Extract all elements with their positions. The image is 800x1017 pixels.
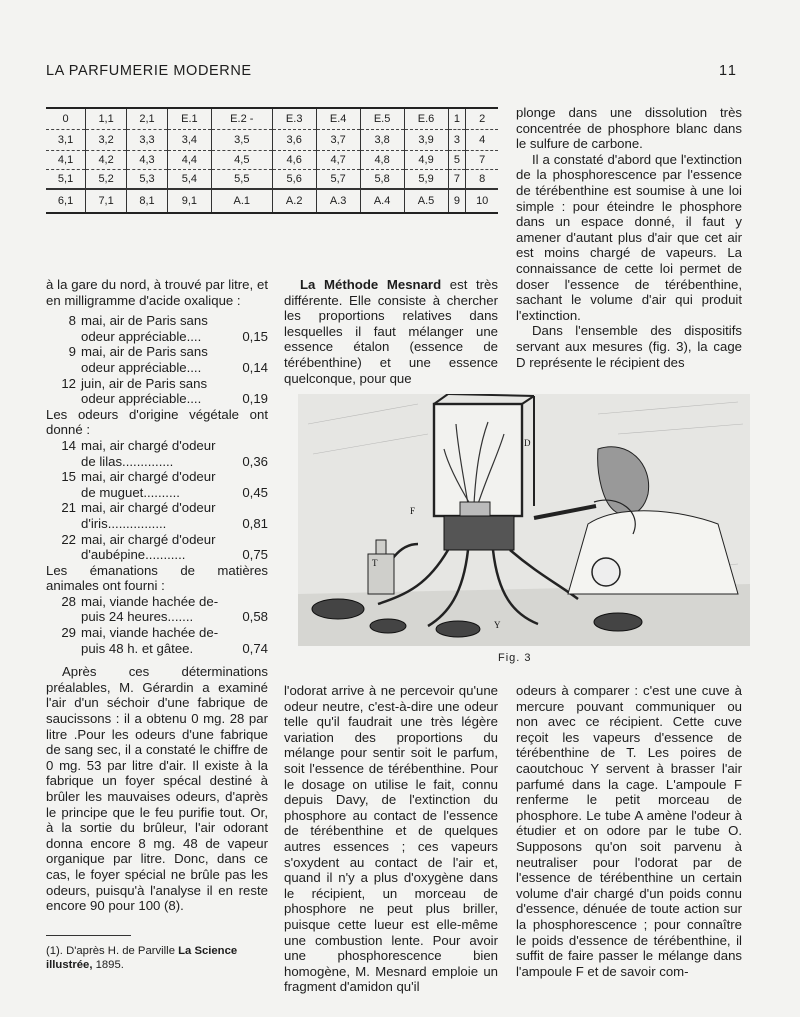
left-paragraph: Après ces déterminations préalables, M. Gérardin a examiné l'air d'un séchoir d'une fabrique de saucissons : il a obtenu 0 mg. 28 par litre .Pour les odeurs d'une fabrique de sang sec, il a constaté le chiffre de 0 mg. 53 par litre d'air. Il existe à la fabrique un foyer spécal destiné à brûler les mauvaises odeurs, d'après le principe que le feu purifie tout. Or, à la sortie du brûleur, l'air odorant donna encore 8 mg. 48 de vapeur organique par litre. Donc, dans ce cas, le foyer spécial ne brûle pas les odeurs, puisqu'à l'analyse il en reste encore 90 pour 100 (8). xyxy=(46,664,268,914)
entry-line: mai, air de Paris sans xyxy=(81,344,208,360)
table-cell: 5 xyxy=(448,151,466,170)
middle-top-text: est très différente. Elle consiste à chercher les proportions relatives dans lesquelles il faut mélanger une essence étalon (essence de térébenthine) et une essence quelconque, pour que xyxy=(284,277,498,386)
footnote-prefix: (1). D'après H. de Parville xyxy=(46,945,179,957)
table-cell: 4,3 xyxy=(127,151,168,170)
measurement-entry xyxy=(46,594,268,625)
table-cell: 9,1 xyxy=(167,189,211,212)
measurement-entry xyxy=(46,344,268,375)
entry-line: mai, viande hachée de- xyxy=(81,593,219,609)
table-cell: 7 xyxy=(466,151,498,170)
table-cell: A.3 xyxy=(316,189,360,212)
vegetal-measurements xyxy=(46,438,268,563)
entry-line: puis 48 h. et gâtee. xyxy=(81,640,194,656)
table-cell: 5,7 xyxy=(316,170,360,190)
table-cell: 3,3 xyxy=(127,130,168,151)
table-cell: 5,6 xyxy=(272,170,316,190)
entry-line: mai, air chargé d'odeur xyxy=(81,437,216,453)
measurement-entry xyxy=(46,469,268,500)
right-column-top xyxy=(516,105,742,370)
table-cell: 7 xyxy=(448,170,466,190)
table-cell: 3,9 xyxy=(404,130,448,151)
right-bottom-text: odeurs à comparer : c'est une cuve à mercure pouvant communiquer ou non avec ce récipient. Cette cuve reçoit les vapeurs d'essence de térébenthine de T. Les poires de caoutchouc Y servent à brasser l'air parfumé dans la cage. L'ampoule F renferme le petit morceau de phosphore. Le tube A amène l'odeur à étudier et on odore par le tube O. Supposons qu'on soit parvenu à neutraliser pour l'odorat par de l'essence de térébenthine un certain volume d'air chargé d'un poids connu d'essence, dénuée de toute action sur la phosphorescence ; pour connaître le poids d'essence de térébenthine, il suffit de faire passer le mélange dans l'ampoule F et de savoir com- xyxy=(516,683,742,979)
table-cell: E.1 xyxy=(167,109,211,130)
footnote-rule xyxy=(46,935,131,936)
table-cell: 3,7 xyxy=(316,130,360,151)
entry-day: 28 xyxy=(61,593,76,609)
entry-day: 15 xyxy=(61,469,76,485)
label-y: Y xyxy=(494,620,501,630)
measurement-entry xyxy=(46,500,268,531)
entry-value: 0,19 xyxy=(242,391,268,407)
table-cell: A.1 xyxy=(211,189,272,212)
data-table xyxy=(46,107,498,214)
entry-value: 0,74 xyxy=(242,640,268,656)
veg-intro: Les odeurs d'origine végétale ont donné : xyxy=(46,406,268,438)
table-cell: A.4 xyxy=(360,189,404,212)
entry-day: 8 xyxy=(68,313,76,329)
entry-value: 0,58 xyxy=(242,609,268,625)
table-cell: 1 xyxy=(448,109,466,130)
entry-line: d'iris................ xyxy=(81,515,167,531)
table-cell: E.3 xyxy=(272,109,316,130)
middle-column-bottom xyxy=(284,683,498,995)
entry-line: mai, air de Paris sans xyxy=(81,313,208,329)
entry-value: 0,36 xyxy=(242,453,268,469)
entry-line: mai, air chargé d'odeur xyxy=(81,469,216,485)
table-cell: 5,1 xyxy=(46,170,86,190)
table-cell: 2 xyxy=(466,109,498,130)
table-cell: 4,2 xyxy=(86,151,127,170)
footnote-source: La Science illustrée, xyxy=(46,945,238,971)
table-cell: 4 xyxy=(466,130,498,151)
table-cell: 4,5 xyxy=(211,151,272,170)
entry-line: puis 24 heures....... xyxy=(81,609,194,625)
entry-value: 0,14 xyxy=(242,359,268,375)
table-cell: 3 xyxy=(448,130,466,151)
table-row xyxy=(46,170,498,190)
entry-day: 29 xyxy=(61,625,76,641)
table-row xyxy=(46,189,498,212)
entry-line: mai, air chargé d'odeur xyxy=(81,531,216,547)
entry-value: 0,45 xyxy=(242,484,268,500)
right-paragraph-2: Il a constaté d'abord que l'extinction de la phosphorescence par l'essence de térébenthine est soumise à une loi simple : pour éteindre le phosphore dans un espace donné, il faut y amener d'autant plus d'air que cet air est moins chargé de vapeurs. La connaissance de cette loi permet de doser l'essence de térébenthine, sachant le volume d'air qui produit l'extinction. xyxy=(516,151,742,323)
entry-line: mai, viande hachée de- xyxy=(81,625,219,641)
label-d: D xyxy=(524,438,531,448)
table-cell: 8 xyxy=(466,170,498,190)
footnote xyxy=(46,944,276,972)
figure-caption: Fig. 3 xyxy=(498,652,532,664)
table-cell: 4,9 xyxy=(404,151,448,170)
table-cell: 6,1 xyxy=(46,189,86,212)
entry-line: odeur appréciable.... xyxy=(81,359,202,375)
measurement-entry xyxy=(46,376,268,407)
table-cell: 9 xyxy=(448,189,466,212)
entry-line: juin, air de Paris sans xyxy=(81,375,208,391)
middle-bottom-text: l'odorat arrive à ne percevoir qu'une odeur neutre, c'est-à-dire une odeur telle qu'il faudrait une très légère variation des proportions du mélange pour sentir soit le parfum, soit l'essence de térébenthine. Pour le dosage on utilise le fait, connu depuis Davy, de l'extinction du phosphore au contact de l'essence de térébenthine et de quelques autres essences ; ces vapeurs s'oxydent au contact de l'air et, quand il n'y a plus d'oxygène dans le récipient, un morceau de phosphore ne peut plus briller, puisque cette lueur est elle-même une combustion lente. Pour avoir une phosphorescence bien homogène, M. Mesnard emploie un fragment d'amidon qu'il xyxy=(284,683,498,995)
table-row xyxy=(46,151,498,170)
entry-line: mai, air chargé d'odeur xyxy=(81,500,216,516)
entry-day: 22 xyxy=(61,531,76,547)
middle-column-top xyxy=(284,277,498,386)
table-cell: 1,1 xyxy=(86,109,127,130)
table-cell: 4,8 xyxy=(360,151,404,170)
table-cell: 5,5 xyxy=(211,170,272,190)
table-cell: 4,7 xyxy=(316,151,360,170)
table-row xyxy=(46,109,498,130)
label-f: F xyxy=(410,506,416,516)
measurement-entry xyxy=(46,625,268,656)
table-cell: 0 xyxy=(46,109,86,130)
table-cell: E.2 - xyxy=(211,109,272,130)
entry-line: odeur appréciable.... xyxy=(81,328,202,344)
table-cell: 7,1 xyxy=(86,189,127,212)
table-cell: 3,6 xyxy=(272,130,316,151)
table-cell: 4,6 xyxy=(272,151,316,170)
right-column-bottom xyxy=(516,683,742,979)
paris-measurements xyxy=(46,313,268,407)
table-cell: 5,9 xyxy=(404,170,448,190)
apparatus-illustration xyxy=(298,394,750,646)
table-cell: 3,8 xyxy=(360,130,404,151)
anim-intro: Les émanations de matières animales ont fourni : xyxy=(46,562,268,594)
table-cell: 5,3 xyxy=(127,170,168,190)
table-cell: 2,1 xyxy=(127,109,168,130)
table-cell: 4,1 xyxy=(46,151,86,170)
table-cell: 4,4 xyxy=(167,151,211,170)
left-intro: à la gare du nord, à trouvé par litre, et en milligramme d'acide oxalique : xyxy=(46,277,268,308)
measurement-entry xyxy=(46,532,268,563)
entry-value: 0,15 xyxy=(242,328,268,344)
entry-day: 21 xyxy=(61,500,76,516)
right-top-text: plonge dans une dissolution très concentrée de phosphore blanc dans le sulfure de carbone. xyxy=(516,105,742,152)
table-cell: 3,5 xyxy=(211,130,272,151)
measurement-entry xyxy=(46,313,268,344)
entry-day: 9 xyxy=(68,344,76,360)
table-cell: 5,4 xyxy=(167,170,211,190)
animal-measurements xyxy=(46,594,268,656)
entry-line: d'aubépine........... xyxy=(81,547,186,563)
page-number: 11 xyxy=(718,63,738,79)
table-cell: A.2 xyxy=(272,189,316,212)
table-cell: 3,4 xyxy=(167,130,211,151)
section-heading: La Méthode Mesnard xyxy=(300,277,442,292)
label-t: T xyxy=(372,558,378,568)
table-cell: 3,2 xyxy=(86,130,127,151)
table-cell: E.4 xyxy=(316,109,360,130)
entry-value: 0,81 xyxy=(242,515,268,531)
entry-line: de muguet.......... xyxy=(81,484,180,500)
left-column xyxy=(46,277,268,914)
table-cell: 8,1 xyxy=(127,189,168,212)
entry-day: 14 xyxy=(61,437,76,453)
entry-line: odeur appréciable.... xyxy=(81,391,202,407)
apparatus-figure xyxy=(298,394,750,646)
table-cell: 10 xyxy=(466,189,498,212)
entry-line: de lilas.............. xyxy=(81,453,174,469)
right-paragraph-3: Dans l'ensemble des dispositifs servant aux mesures (fig. 3), la cage D représente le récipient des xyxy=(516,323,742,370)
table-cell: 5,2 xyxy=(86,170,127,190)
entry-value: 0,75 xyxy=(242,547,268,563)
table-cell: 3,1 xyxy=(57,134,74,146)
table-cell: E.6 xyxy=(404,109,448,130)
entry-day: 12 xyxy=(61,375,76,391)
measurement-entry xyxy=(46,438,268,469)
table-cell: A.5 xyxy=(404,189,448,212)
table-cell: 5,8 xyxy=(360,170,404,190)
running-header-title: LA PARFUMERIE MODERNE xyxy=(46,63,252,79)
table-cell: E.5 xyxy=(360,109,404,130)
footnote-suffix: 1895. xyxy=(92,959,124,971)
table-row xyxy=(46,130,498,151)
